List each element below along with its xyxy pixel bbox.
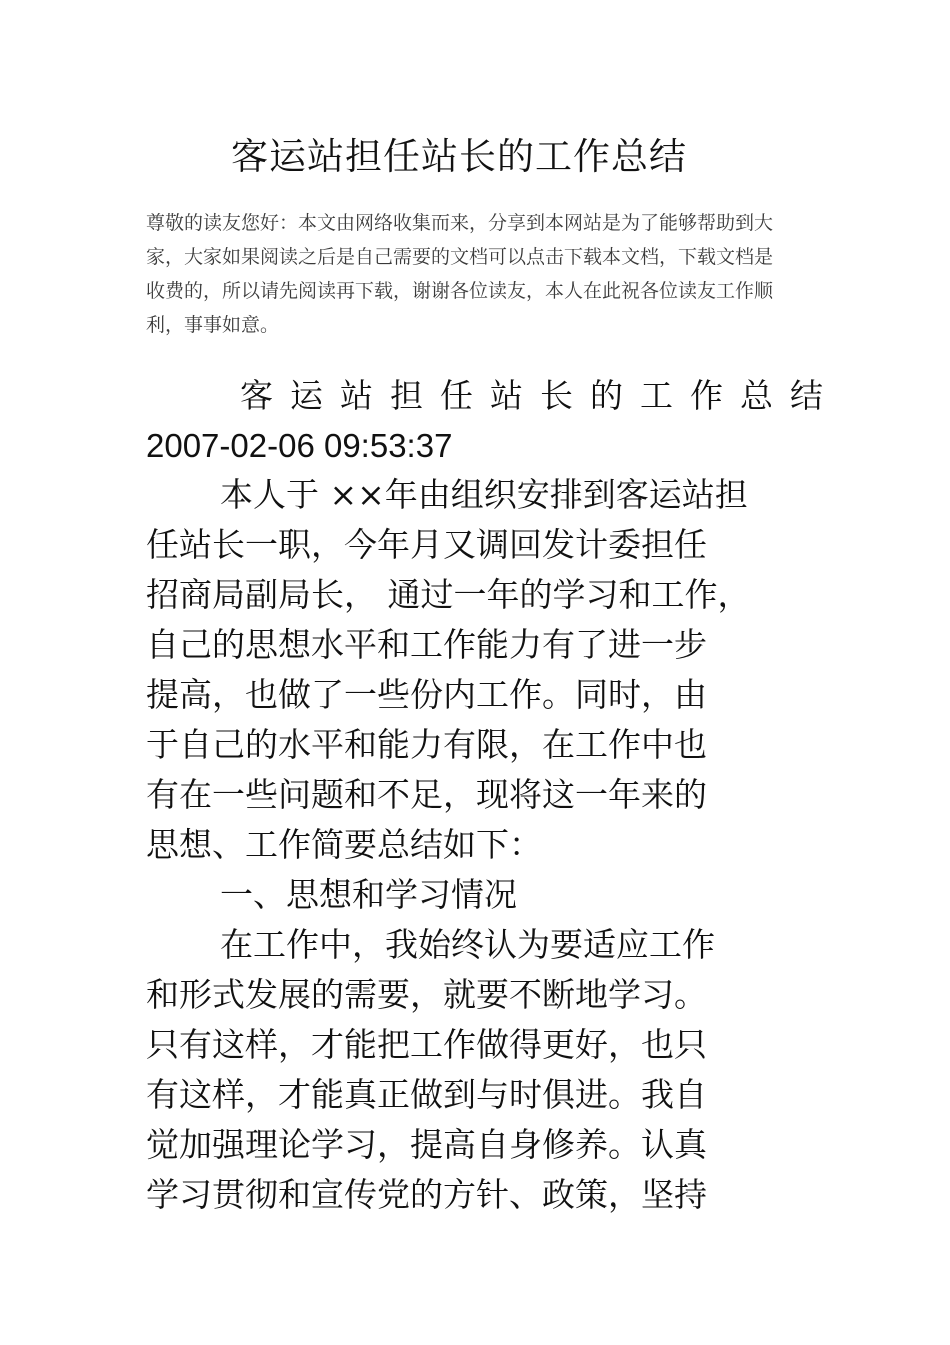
notice-line: 收费的，所以请先阅读再下载，谢谢各位读友，本人在此祝各位读友工作顺 [146,280,774,302]
paragraph-line: 提高，也做了一些份内工作。同时，由 [146,675,707,714]
article-body [146,470,826,1220]
paragraph-line: 和形式发展的需要，就要不断地学习。 [146,975,707,1014]
paragraph-line: 有在一些问题和不足，现将这一年来的 [146,775,707,814]
paragraph-line: 招商局副局长， 通过一年的学习和工作， [146,575,751,614]
notice-line: 家，大家如果阅读之后是自己需要的文档可以点击下载本文档，下载文档是 [146,246,774,268]
article-heading: 客运站担任站长的工作总结 [240,376,840,415]
document-title: 客运站担任站长的工作总结 [231,135,687,178]
paragraph-line: 于自己的水平和能力有限，在工作中也 [146,725,707,764]
paragraph-line: 有这样，才能真正做到与时俱进。我自 [146,1075,707,1114]
reader-notice [146,206,806,342]
paragraph-line: 自己的思想水平和工作能力有了进一步 [146,625,707,664]
paragraph-line: 在工作中，我始终认为要适应工作 [220,925,715,964]
paragraph-line: 本人于 ××年由组织安排到客运站担 [220,475,748,514]
paragraph-line: 学习贯彻和宣传党的方针、政策，坚持 [146,1175,707,1214]
paragraph-line: 思想、工作简要总结如下： [146,825,542,864]
notice-line: 利，事事如意。 [146,314,280,336]
paragraph-line: 任站长一职，今年月又调回发计委担任 [146,525,707,564]
paragraph-line: 只有这样，才能把工作做得更好，也只 [146,1025,707,1064]
paragraph-line: 觉加强理论学习，提高自身修养。认真 [146,1125,707,1164]
notice-line: 尊敬的读友您好：本文由网络收集而来，分享到本网站是为了能够帮助到大 [146,212,774,234]
article-timestamp: 2007-02-06 09:53:37 [146,427,453,464]
section-heading: 一、思想和学习情况 [220,875,517,914]
